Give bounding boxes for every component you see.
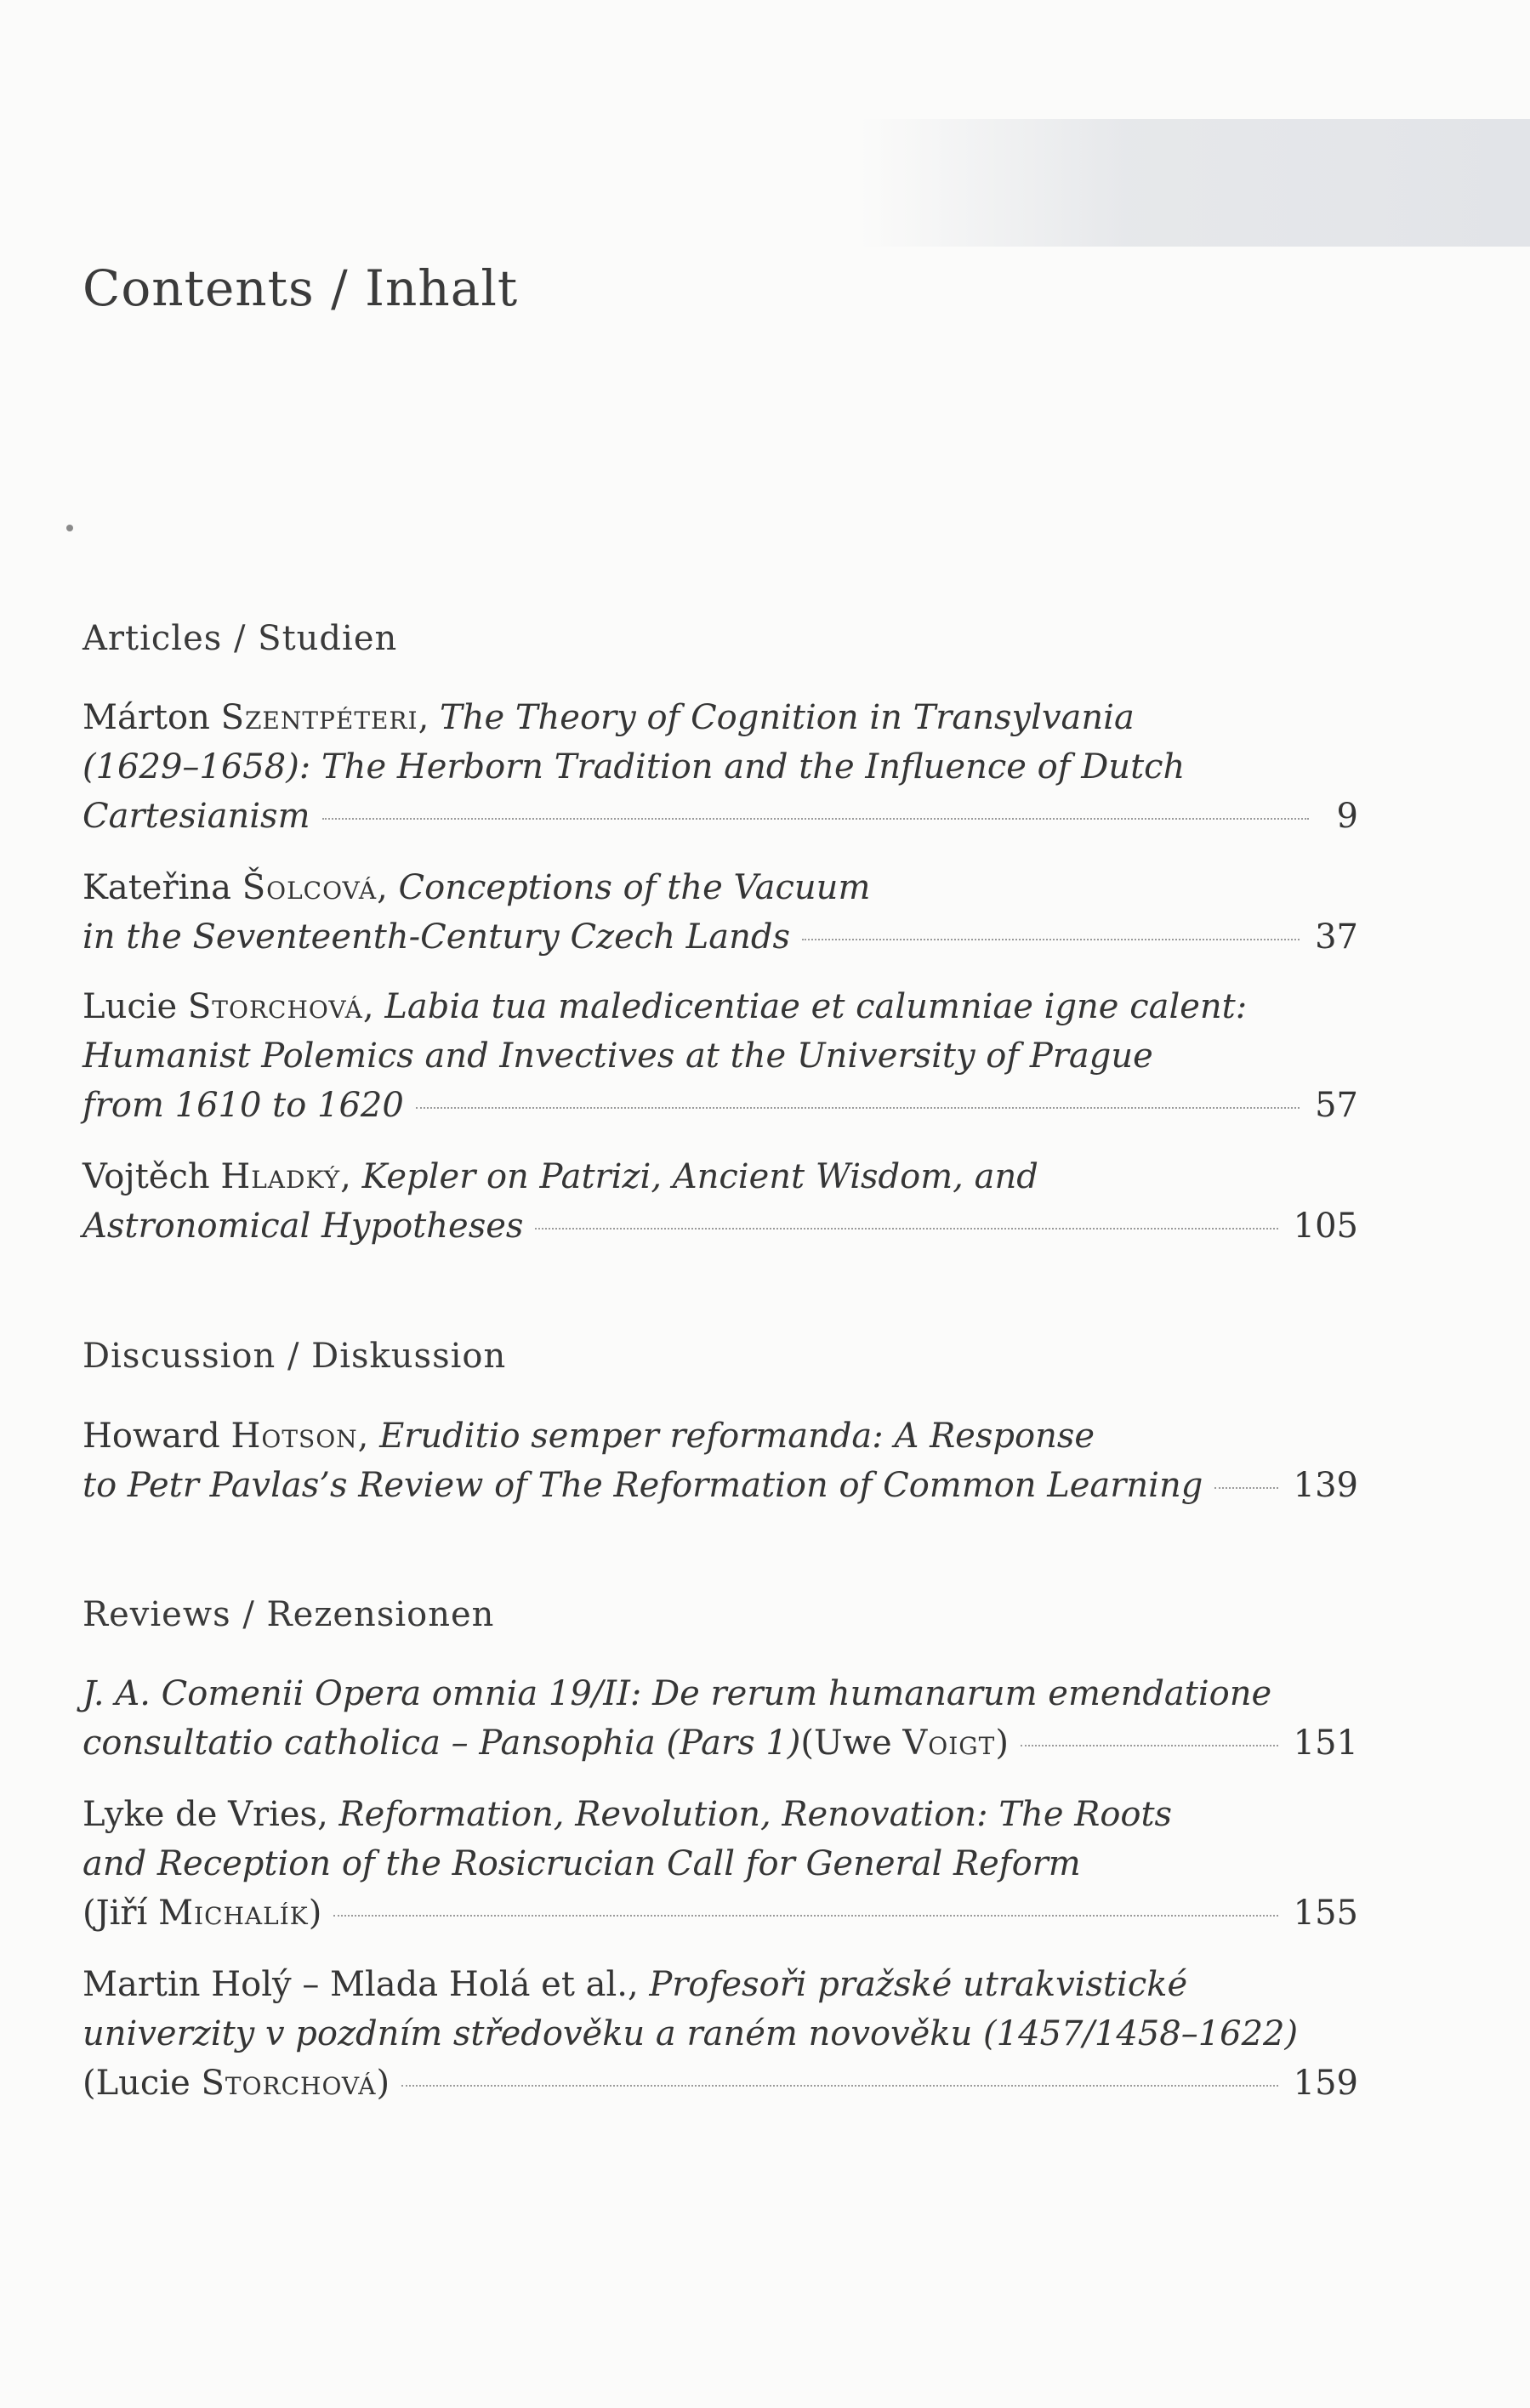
- dot-leader: [535, 1228, 1277, 1230]
- dot-leader: [416, 1107, 1300, 1109]
- dot-leader: [1214, 1487, 1277, 1489]
- entry-reviewer: (Jiří Michalík): [82, 1894, 322, 1933]
- toc-entry-szentpeteri[interactable]: [82, 693, 1358, 841]
- page-number: 159: [1293, 2064, 1358, 2103]
- entry-author: Kateřina Šolcová,: [82, 868, 399, 907]
- entry-title-end: from 1610 to 1620: [82, 1086, 404, 1125]
- entry-reviewer: (Uwe Voigt): [800, 1724, 1009, 1763]
- dot-leader: [1021, 1745, 1278, 1746]
- entry-title-continued: and Reception of the Rosicrucian Call for General Reform: [82, 1844, 1081, 1883]
- dot-leader: [802, 939, 1300, 940]
- page-number: 139: [1293, 1466, 1358, 1505]
- toc-entry-hladky[interactable]: [82, 1152, 1358, 1251]
- entry-author: Lyke de Vries,: [82, 1795, 339, 1834]
- toc-entry-comenius[interactable]: [82, 1669, 1358, 1768]
- page-number: 57: [1315, 1086, 1358, 1125]
- entry-title: J. A. Comenii Opera omnia 19/II: De rerum humanarum emendatione: [82, 1674, 1272, 1713]
- entry-author: Lucie Storchová,: [82, 987, 385, 1026]
- entry-title-continued: Humanist Polemics and Invectives at the University of Prague: [82, 1036, 1153, 1076]
- dot-leader: [333, 1915, 1277, 1917]
- entry-reviewer: (Lucie Storchová): [82, 2064, 390, 2103]
- section-heading-discussion: Discussion / Diskussion: [82, 1337, 507, 1376]
- page-number: 9: [1336, 797, 1358, 836]
- dot-leader: [401, 2085, 1278, 2087]
- entry-title: Kepler on Patrizi, Ancient Wisdom, and: [361, 1157, 1038, 1196]
- entry-title-end: to Petr Pavlas’s Review of The Reformation of Common Learning: [82, 1466, 1203, 1505]
- ink-speck: [66, 525, 73, 531]
- entry-author: Martin Holý – Mlada Holá et al.,: [82, 1965, 650, 2004]
- section-heading-articles: Articles / Studien: [82, 619, 398, 658]
- entry-title: Reformation, Revolution, Renovation: The Roots: [338, 1795, 1173, 1834]
- entry-author: Howard Hotson,: [82, 1417, 380, 1456]
- entry-author: Vojtěch Hladký,: [82, 1157, 362, 1196]
- toc-entry-holy[interactable]: [82, 1960, 1358, 2108]
- entry-title: Labia tua maledicentiae et calumniae igne calent:: [384, 987, 1248, 1026]
- toc-entry-de-vries[interactable]: [82, 1790, 1358, 1938]
- section-heading-reviews: Reviews / Rezensionen: [82, 1595, 495, 1634]
- toc-entry-hotson[interactable]: [82, 1411, 1358, 1510]
- entry-title-end: in the Seventeenth-Century Czech Lands: [82, 917, 790, 957]
- page-number: 37: [1315, 917, 1358, 957]
- page-number: 155: [1293, 1894, 1358, 1933]
- entry-title-end: Cartesianism: [82, 797, 310, 836]
- entry-title-end: consultatio catholica – Pansophia (Pars 1): [82, 1724, 801, 1763]
- entry-title: Profesoři pražské utrakvistické: [649, 1965, 1188, 2004]
- entry-title-end: Astronomical Hypotheses: [82, 1207, 524, 1246]
- entry-title-continued: (1629–1658): The Herborn Tradition and the Influence of Dutch: [82, 747, 1186, 787]
- entry-author: Márton Szentpéteri,: [82, 698, 441, 737]
- page-number: 151: [1293, 1724, 1358, 1763]
- toc-entry-solcova[interactable]: [82, 863, 1358, 962]
- entry-title: The Theory of Cognition in Transylvania: [440, 698, 1135, 737]
- page-title: Contents / Inhalt: [82, 259, 519, 317]
- scan-shadow: [859, 119, 1530, 247]
- entry-title-continued: univerzity v pozdním středověku a raném novověku (1457/1458–1622): [82, 2014, 1299, 2053]
- entry-title: Conceptions of the Vacuum: [398, 868, 871, 907]
- toc-entry-storchova[interactable]: [82, 982, 1358, 1130]
- entry-title: Eruditio semper reformanda: A Response: [379, 1417, 1095, 1456]
- page-number: 105: [1293, 1207, 1358, 1246]
- dot-leader: [322, 818, 1310, 820]
